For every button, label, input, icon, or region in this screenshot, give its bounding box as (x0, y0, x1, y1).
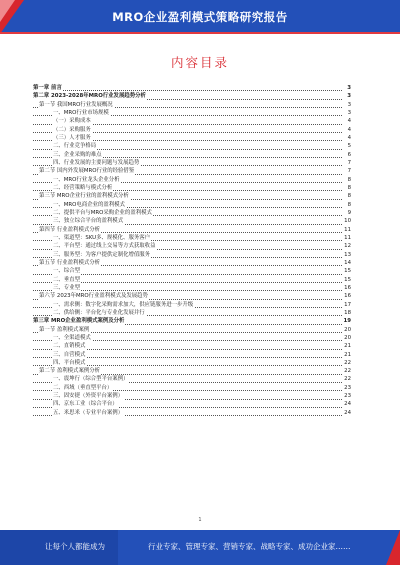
toc-heading: 内容目录 (170, 55, 229, 70)
toc-entry-text: 一、MRO行业龙头企业分析 (53, 176, 120, 183)
toc-entry-text: 二、供给侧：平台化与专业化发展并行 (53, 309, 145, 316)
toc-entry-text: 三、服务型：为客户提供定制化增值服务 (53, 251, 151, 258)
toc-entry[interactable] (33, 351, 351, 359)
table-of-contents (33, 84, 351, 417)
toc-entry-page: 16 (342, 284, 351, 292)
toc-entry-page: 15 (342, 267, 351, 275)
toc-entry-text: 第四节 行业盈利模式分析 (39, 226, 101, 233)
toc-entry-page: 13 (342, 251, 351, 259)
toc-entry-page: 18 (342, 309, 351, 317)
toc-entry-text: 一、MRO电商企业的盈利模式 (53, 201, 125, 208)
toc-entry-text: 一、渠道型：SKU多、规模化、服务客户 (53, 234, 151, 241)
toc-entry[interactable] (33, 251, 351, 259)
toc-entry-page: 3 (342, 101, 351, 109)
toc-entry[interactable] (33, 142, 351, 150)
toc-entry-text: 第二节 国内外发展MRO行业的经验借鉴 (39, 168, 135, 175)
toc-entry[interactable] (33, 159, 351, 167)
toc-entry-page: 4 (342, 134, 351, 142)
toc-entry-text: 二、提供平台与MRO采购企业的盈利模式 (53, 209, 152, 216)
toc-entry-text: 三、企业采购的难点 (53, 151, 102, 158)
toc-entry[interactable] (33, 409, 351, 417)
toc-entry-page: 8 (342, 201, 351, 209)
toc-entry[interactable] (33, 367, 351, 375)
toc-entry[interactable] (33, 184, 351, 192)
toc-leader-dots (33, 84, 342, 91)
toc-entry-text: 第一节 盈利模式案例 (39, 326, 90, 333)
toc-entry[interactable] (33, 317, 351, 325)
toc-entry-page: 8 (342, 184, 351, 192)
toc-entry[interactable] (33, 384, 351, 392)
toc-entry[interactable] (33, 176, 351, 184)
toc-entry-page: 22 (342, 367, 351, 375)
toc-entry-text: 第一章 前言 (33, 85, 62, 91)
toc-entry-page: 23 (342, 384, 351, 392)
toc-entry-page: 11 (342, 226, 351, 234)
toc-entry-text: （三）人才服务 (53, 134, 91, 141)
toc-entry-page: 17 (342, 301, 351, 309)
toc-entry[interactable] (33, 192, 351, 200)
toc-entry[interactable] (33, 126, 351, 134)
toc-entry-text: 一、MRO行业市场规模 (53, 109, 109, 116)
toc-entry-page: 8 (342, 192, 351, 200)
toc-entry-page: 24 (342, 409, 351, 417)
toc-entry-text: 第二节 盈利模式案例分析 (39, 368, 101, 375)
toc-entry-page: 7 (342, 167, 351, 175)
toc-entry-text: 二、经营策略与模式分析 (53, 184, 113, 191)
header-stripe (0, 32, 400, 34)
toc-entry-page: 7 (342, 159, 351, 167)
toc-entry[interactable] (33, 259, 351, 267)
footer-red-corner (386, 530, 400, 565)
toc-entry-text: 二、垂直型 (53, 276, 80, 283)
toc-entry-page: 3 (342, 109, 351, 117)
toc-entry[interactable] (33, 359, 351, 367)
toc-entry-page: 5 (342, 142, 351, 150)
toc-entry[interactable] (33, 234, 351, 242)
toc-entry[interactable] (33, 134, 351, 142)
toc-entry[interactable] (33, 342, 351, 350)
toc-entry[interactable] (33, 301, 351, 309)
toc-entry-page: 12 (342, 242, 351, 250)
toc-entry-text: 一、综合型 (53, 268, 80, 275)
toc-entry[interactable] (33, 201, 351, 209)
toc-entry-page: 15 (342, 276, 351, 284)
toc-entry-page: 19 (343, 318, 351, 325)
toc-entry-page: 14 (342, 259, 351, 267)
toc-entry-page: 4 (342, 117, 351, 125)
toc-entry[interactable] (33, 117, 351, 125)
toc-entry[interactable] (33, 309, 351, 317)
toc-entry-text: 第三节 MRO企业行业的盈利模式分析 (39, 193, 129, 200)
report-title: MRO企业盈利模式策略研究报告 (112, 10, 288, 24)
toc-entry-page: 22 (342, 359, 351, 367)
toc-entry[interactable] (33, 209, 351, 217)
toc-entry[interactable] (33, 334, 351, 342)
toc-entry[interactable] (33, 242, 351, 250)
toc-entry[interactable] (33, 151, 351, 159)
toc-entry-text: 四、行业发展的主要问题与发展趋势 (53, 159, 140, 166)
toc-entry-page: 6 (342, 151, 351, 159)
toc-entry-page: 8 (342, 176, 351, 184)
toc-entry-page: 3 (342, 92, 351, 100)
toc-entry[interactable] (33, 375, 351, 383)
toc-entry-text: 三、固安捷（外资平台案例） (53, 393, 124, 400)
toc-entry-text: 二、平台型：通过线上交易等方式获取收益 (53, 243, 156, 250)
toc-entry-text: 三、专业型 (53, 284, 80, 291)
toc-entry-text: 一、全渠道模式 (53, 334, 91, 341)
toc-entry-page: 24 (342, 400, 351, 408)
toc-entry[interactable] (33, 392, 351, 400)
toc-entry[interactable] (33, 167, 351, 175)
toc-entry-text: 第三章 MRO企业盈利模式案例及分析 (33, 318, 125, 325)
toc-entry-page: 3 (342, 84, 351, 92)
toc-entry-page: 21 (342, 342, 351, 350)
toc-entry[interactable] (33, 226, 351, 234)
page-number: 1 (198, 517, 202, 523)
toc-entry-text: 三、自营模式 (53, 351, 86, 358)
toc-entry-text: （二）采购服务 (53, 126, 91, 133)
footer-slogan-right: 行业专家、管理专家、营销专家、战略专家、成功企业家…… (148, 542, 351, 551)
toc-entry-text: 一、震坤行（综合型平台案例） (53, 376, 129, 383)
toc-entry-text: 二、直销模式 (53, 343, 86, 350)
toc-entry-page: 11 (342, 234, 351, 242)
toc-entry-page: 22 (342, 375, 351, 383)
toc-entry-page: 9 (342, 209, 351, 217)
toc-entry-text: 第五节 行业盈利模式分析 (39, 259, 101, 266)
toc-entry-text: 第二章 2023-2028年MRO行业发展趋势分析 (33, 93, 146, 100)
page-footer (0, 530, 400, 565)
toc-entry-page: 20 (342, 326, 351, 334)
toc-entry-text: 二、行业竞争格局 (53, 143, 97, 150)
toc-entry[interactable] (33, 284, 351, 292)
toc-entry[interactable] (33, 109, 351, 117)
toc-entry-page: 23 (342, 392, 351, 400)
toc-entry-text: 五、米思米（专业平台案例） (53, 409, 124, 416)
toc-entry[interactable] (33, 326, 351, 334)
toc-entry-page: 16 (342, 292, 351, 300)
toc-entry[interactable] (33, 92, 351, 100)
footer-slogan-left: 让每个人都能成为 (45, 542, 105, 551)
toc-entry[interactable] (33, 292, 351, 300)
toc-entry[interactable] (33, 84, 351, 92)
toc-entry-text: 四、京东工业（综合平台） (53, 401, 118, 408)
toc-entry-page: 21 (342, 351, 351, 359)
toc-entry[interactable] (33, 267, 351, 275)
toc-entry-text: （一）采购成本 (53, 118, 91, 125)
toc-entry-page: 10 (342, 217, 351, 225)
page-header (0, 0, 400, 34)
toc-entry[interactable] (33, 400, 351, 408)
toc-entry[interactable] (33, 276, 351, 284)
toc-entry-text: 三、独立综合平台的盈利模式 (53, 218, 124, 225)
toc-entry[interactable] (33, 101, 351, 109)
toc-entry-text: 二、西域（垂直型平台） (53, 384, 113, 391)
toc-entry-text: 第一节 我国MRO行业发展概况 (39, 101, 113, 108)
toc-entry-page: 20 (342, 334, 351, 342)
toc-entry[interactable] (33, 217, 351, 225)
toc-entry-text: 第六节 2023年MRO行业盈利模式及发展趋势 (39, 293, 148, 300)
toc-entry-text: 四、平台模式 (53, 359, 86, 366)
toc-entry-text: 一、需求侧：数字化采购需求加大，供应链服务进一步升级 (53, 301, 194, 308)
toc-entry-page: 4 (342, 126, 351, 134)
